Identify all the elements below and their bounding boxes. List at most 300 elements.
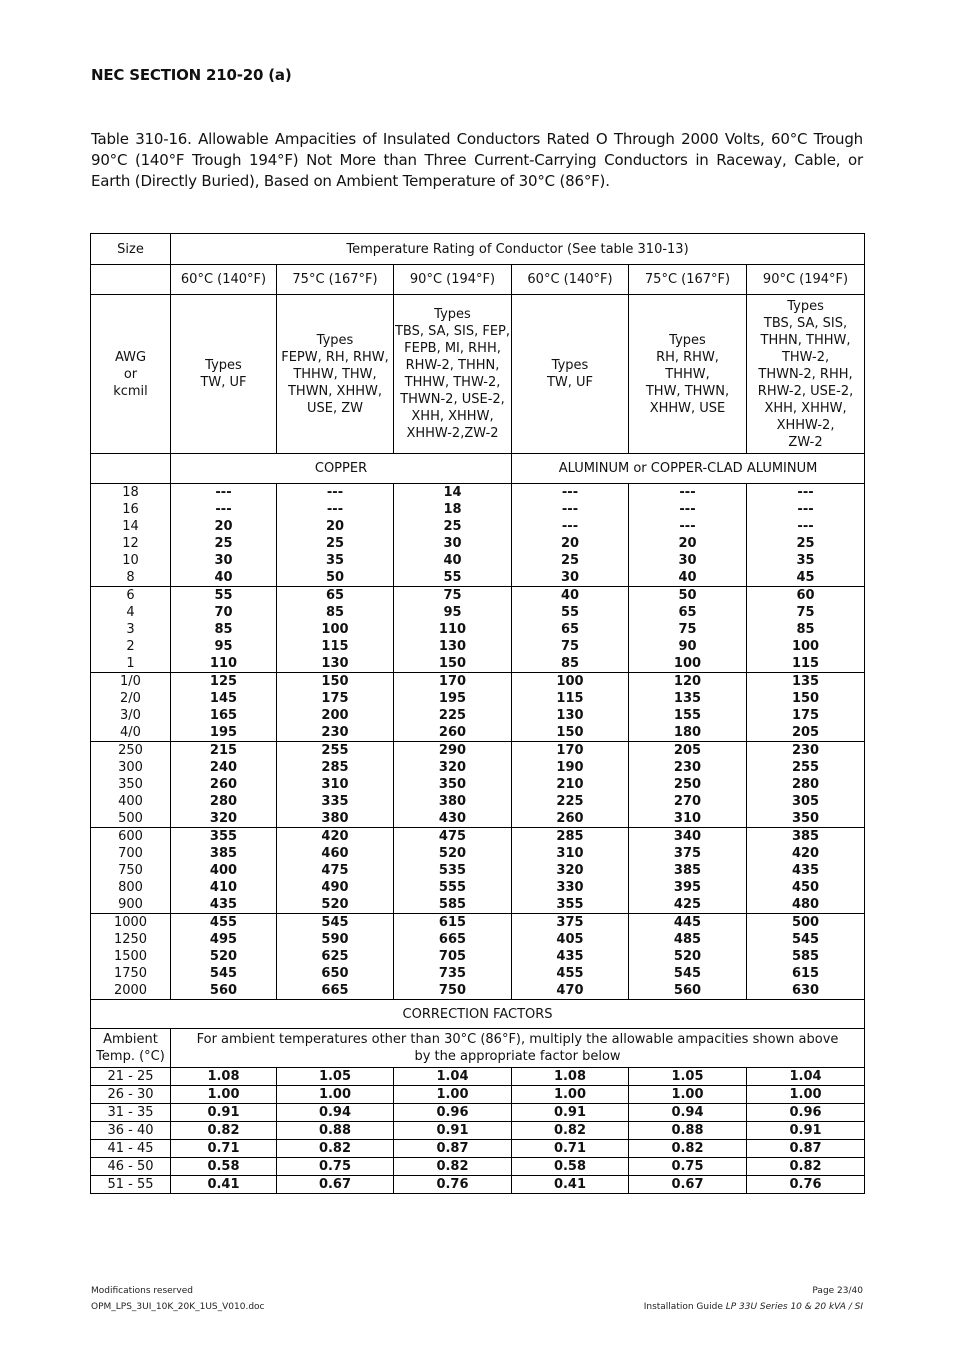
cell-line: 55: [443, 570, 462, 585]
ampacity-table: [90, 233, 865, 1194]
cell-line: XHH, XHHW,: [411, 409, 494, 424]
cell-line: 355: [209, 829, 238, 844]
cell-line: 330: [556, 880, 584, 895]
cell-line: 435: [791, 863, 820, 878]
correction-factor: 0.82: [277, 1140, 394, 1158]
cell-line: 270: [673, 794, 702, 809]
ampacity-values: [171, 742, 277, 828]
cell-line: 405: [556, 932, 584, 947]
cell-line: 4/0: [120, 725, 141, 740]
correction-factor: 0.94: [629, 1104, 747, 1122]
cell-line: 400: [209, 863, 238, 878]
correction-factor: 1.05: [277, 1068, 394, 1086]
cell-line: 75: [796, 605, 815, 620]
temp-range: 36 - 40: [91, 1122, 171, 1140]
conductor-types-cell: [277, 295, 394, 454]
cell-line: 175: [321, 691, 349, 706]
cell-line: 120: [673, 674, 702, 689]
ambient-row: [91, 1029, 865, 1068]
cell-line: 590: [321, 932, 349, 947]
cell-line: 115: [791, 656, 820, 671]
cell-line: 665: [321, 983, 349, 998]
cell-line: 485: [673, 932, 702, 947]
cell-line: XHH, XHHW,: [764, 400, 847, 416]
cell-line: 150: [556, 725, 584, 740]
cell-line: ---: [326, 502, 344, 517]
cell-line: 320: [556, 863, 584, 878]
cell-line: ---: [797, 485, 814, 500]
cell-line: 210: [556, 777, 584, 792]
size-list: [91, 673, 171, 742]
correction-factor: 1.00: [629, 1086, 747, 1104]
size-group-row: [91, 484, 865, 587]
cell-line: 20: [214, 519, 233, 534]
cell-line: 255: [791, 760, 820, 775]
cell-line: 520: [673, 949, 702, 964]
cell-line: 225: [556, 794, 584, 809]
cell-line: 350: [791, 811, 820, 826]
cell-line: 115: [556, 691, 584, 706]
correction-factor: 0.91: [512, 1104, 629, 1122]
cell-line: 130: [321, 656, 349, 671]
ampacity-values: [171, 828, 277, 914]
cell-line: 615: [791, 966, 820, 981]
correction-factor: 0.71: [171, 1140, 277, 1158]
footer-guide-model: LP 33U Series 10 & 20 kVA / SI: [725, 1302, 863, 1312]
cell-line: 95: [214, 639, 233, 654]
correction-factor: 1.04: [747, 1068, 865, 1086]
ambient-note: For ambient temperatures other than 30°C (86°F), multiply the allowable ampacities shown above by the appropriate factor below: [171, 1029, 865, 1068]
cell-line: 75: [560, 639, 580, 654]
cell-line: 520: [438, 846, 467, 861]
size-list: [91, 828, 171, 914]
cell-line: 445: [673, 915, 702, 930]
cell-line: 460: [321, 846, 349, 861]
ampacity-values: [629, 587, 747, 673]
cell-line: 630: [791, 983, 820, 998]
cell-line: 665: [438, 932, 467, 947]
ampacity-values: [629, 673, 747, 742]
cell-line: 170: [556, 743, 584, 758]
ampacity-values: [394, 673, 512, 742]
correction-factor: 0.91: [171, 1104, 277, 1122]
cell-line: 110: [209, 656, 238, 671]
header-row-types: [91, 295, 865, 454]
ampacity-values: [747, 742, 865, 828]
correction-factor: 0.91: [394, 1122, 512, 1140]
cell-line: 3: [126, 622, 135, 637]
temp-range: 26 - 30: [91, 1086, 171, 1104]
cell-line: Types: [205, 358, 242, 373]
cell-line: 750: [438, 983, 467, 998]
ampacity-values: [171, 673, 277, 742]
correction-factor: 0.76: [747, 1176, 865, 1194]
correction-factor: 1.04: [394, 1068, 512, 1086]
temp-range: 41 - 45: [91, 1140, 171, 1158]
cell-line: ---: [679, 519, 696, 534]
cell-line: XHHW, USE: [649, 400, 726, 416]
cell-line: 310: [673, 811, 702, 826]
cell-line: 85: [796, 622, 815, 637]
cell-line: 475: [321, 863, 349, 878]
cell-line: 20: [325, 519, 345, 534]
cell-line: 1500: [113, 949, 148, 964]
cell-line: 16: [122, 502, 139, 517]
cell-line: 335: [321, 794, 349, 809]
cell-line: 100: [791, 639, 820, 654]
cell-line: 500: [118, 811, 143, 826]
cell-line: 40: [214, 570, 233, 585]
cell-line: 165: [209, 708, 238, 723]
cell-line: 195: [438, 691, 467, 706]
cell-line: THHN, THHW,: [760, 332, 851, 348]
cell-line: 545: [791, 932, 820, 947]
correction-factor-row: [91, 1140, 865, 1158]
size-group-row: [91, 673, 865, 742]
cell-line: 40: [560, 588, 580, 603]
conductor-types-cell: [629, 295, 747, 454]
cell-line: 110: [438, 622, 467, 637]
cell-line: 400: [118, 794, 143, 809]
header-row-temps: [91, 265, 865, 295]
correction-factor: 0.71: [512, 1140, 629, 1158]
size-list: [91, 914, 171, 1000]
cell-line: 420: [791, 846, 820, 861]
cell-line: 355: [556, 897, 584, 912]
cell-line: 800: [118, 880, 143, 895]
temp-column-header: 75°C (167°F): [629, 265, 747, 295]
temperature-rating-header: Temperature Rating of Conductor (See table 310-13): [171, 234, 865, 265]
cell-line: 520: [321, 897, 349, 912]
correction-factor: 1.00: [747, 1086, 865, 1104]
correction-factor: 0.91: [747, 1122, 865, 1140]
cell-line: XHHW-2,: [776, 417, 835, 433]
header-row-material: [91, 454, 865, 484]
ampacity-values: [629, 828, 747, 914]
correction-factor: 1.00: [394, 1086, 512, 1104]
empty-cell: [91, 265, 171, 295]
cell-line: ZW-2: [788, 434, 823, 450]
cell-line: Temp. (°C): [96, 1049, 165, 1064]
cell-line: FEPB, MI, RHH,: [404, 341, 501, 356]
cell-line: ---: [215, 485, 232, 500]
cell-line: 750: [118, 863, 143, 878]
cell-line: ---: [561, 519, 579, 534]
cell-line: 260: [209, 777, 238, 792]
cell-line: Types: [787, 298, 824, 314]
cell-line: 350: [118, 777, 143, 792]
cell-line: 75: [678, 622, 697, 637]
cell-line: 100: [321, 622, 349, 637]
cell-line: 310: [556, 846, 584, 861]
cell-line: Types: [551, 358, 589, 373]
ampacity-values: [512, 587, 629, 673]
cell-line: 375: [556, 915, 584, 930]
cell-line: 85: [560, 656, 580, 671]
cell-line: 1000: [113, 915, 148, 930]
cell-line: 115: [321, 639, 349, 654]
correction-factor: 1.05: [629, 1068, 747, 1086]
cell-line: 195: [209, 725, 238, 740]
cell-line: Types: [316, 332, 354, 348]
cell-line: 255: [321, 743, 349, 758]
cell-line: 1/0: [120, 674, 141, 689]
correction-factor: 0.94: [277, 1104, 394, 1122]
correction-factor: 0.82: [171, 1122, 277, 1140]
cell-line: 290: [438, 743, 467, 758]
cell-line: 30: [560, 570, 580, 585]
cell-line: 450: [791, 880, 820, 895]
ampacity-values: [747, 673, 865, 742]
correction-factors-header: CORRECTION FACTORS: [91, 1000, 865, 1029]
aluminum-header: ALUMINUM or COPPER-CLAD ALUMINUM: [512, 454, 865, 484]
cell-line: ---: [679, 502, 696, 517]
ampacity-values: [171, 914, 277, 1000]
cell-line: 25: [796, 536, 815, 551]
cell-line: 6: [126, 588, 135, 603]
cell-line: 3/0: [120, 708, 141, 723]
cell-line: 30: [678, 553, 697, 568]
footer-guide-prefix: Installation Guide: [643, 1302, 726, 1312]
cell-line: 25: [560, 553, 580, 568]
temp-column-header: 90°C (194°F): [394, 265, 512, 295]
cell-line: ---: [679, 485, 696, 500]
cell-line: 65: [325, 588, 345, 603]
cell-line: 55: [560, 605, 580, 620]
ampacity-values: [394, 742, 512, 828]
cell-line: 205: [673, 743, 702, 758]
cell-line: 130: [438, 639, 467, 654]
footer-modifications: Modifications reserved: [91, 1286, 193, 1296]
cell-line: 180: [673, 725, 702, 740]
cell-line: 900: [118, 897, 143, 912]
cell-line: 240: [209, 760, 238, 775]
temp-range: 46 - 50: [91, 1158, 171, 1176]
cell-line: 40: [678, 570, 697, 585]
table-caption: Table 310-16. Allowable Ampacities of Insulated Conductors Rated O Through 2000 Volts, 60°C Trough 90°C (140°F Trough 194°F) Not More than Three Current-Carrying Conductors in Raceway, Cable, or Earth (Directly Buried), Based on Ambient Temperature of 30°C (86°F).: [91, 130, 863, 190]
cell-line: 340: [673, 829, 702, 844]
correction-factor: 1.00: [277, 1086, 394, 1104]
cell-line: 280: [209, 794, 238, 809]
copper-header: COPPER: [171, 454, 512, 484]
cell-line: 175: [791, 708, 820, 723]
cell-line: 490: [321, 880, 349, 895]
cell-line: 585: [438, 897, 467, 912]
ampacity-values: [394, 484, 512, 587]
size-list: [91, 484, 171, 587]
correction-factor: 1.08: [512, 1068, 629, 1086]
cell-line: 535: [438, 863, 467, 878]
cell-line: 625: [321, 949, 349, 964]
correction-factor: 0.82: [629, 1140, 747, 1158]
correction-factor-row: [91, 1122, 865, 1140]
cell-line: ---: [561, 502, 579, 517]
cell-line: 135: [673, 691, 702, 706]
cell-line: AWG: [114, 349, 147, 365]
cell-line: 285: [321, 760, 349, 775]
cell-line: RHW-2, USE-2,: [757, 383, 854, 399]
cell-line: 560: [673, 983, 702, 998]
cell-line: Ambient: [103, 1032, 158, 1047]
correction-factor: 1.00: [171, 1086, 277, 1104]
cell-line: 225: [438, 708, 467, 723]
cell-line: ---: [797, 502, 814, 517]
ampacity-values: [747, 914, 865, 1000]
cell-line: TW, UF: [200, 375, 247, 390]
ampacity-values: [394, 828, 512, 914]
temp-column-header: 90°C (194°F): [747, 265, 865, 295]
cell-line: 285: [556, 829, 584, 844]
cell-line: 35: [796, 553, 815, 568]
cell-line: 215: [209, 743, 238, 758]
correction-factor: 0.76: [394, 1176, 512, 1194]
header-row-size: [91, 234, 865, 265]
temp-column-header: 60°C (140°F): [512, 265, 629, 295]
ampacity-values: [277, 828, 394, 914]
cell-line: kcmil: [113, 383, 148, 399]
cell-line: 25: [325, 536, 345, 551]
cell-line: USE, ZW: [306, 400, 363, 416]
cell-line: 520: [209, 949, 238, 964]
correction-factor: 0.96: [394, 1104, 512, 1122]
cell-line: 435: [556, 949, 584, 964]
footer-page-number: Page 23/40: [812, 1286, 863, 1296]
conductor-types-cell: [171, 295, 277, 454]
cell-line: THHW,: [665, 366, 710, 382]
cell-line: 65: [560, 622, 580, 637]
cell-line: 480: [791, 897, 820, 912]
ampacity-values: [512, 484, 629, 587]
cell-line: 435: [209, 897, 238, 912]
cell-line: 585: [791, 949, 820, 964]
ampacity-values: [512, 742, 629, 828]
correction-factor: 1.00: [512, 1086, 629, 1104]
section-heading: NEC SECTION 210-20 (a): [91, 66, 292, 84]
cell-line: 395: [673, 880, 702, 895]
cell-line: 545: [209, 966, 238, 981]
cell-line: 495: [209, 932, 238, 947]
correction-factor: 0.67: [277, 1176, 394, 1194]
size-group-row: [91, 742, 865, 828]
cell-line: 500: [791, 915, 820, 930]
ampacity-values: [277, 673, 394, 742]
cell-line: 735: [438, 966, 467, 981]
cell-line: 455: [556, 966, 584, 981]
cell-line: 230: [321, 725, 349, 740]
cell-line: TW, UF: [546, 375, 594, 390]
cell-line: 70: [214, 605, 233, 620]
cell-line: 700: [118, 846, 143, 861]
cell-line: 25: [443, 519, 462, 534]
ampacity-values: [171, 484, 277, 587]
ampacity-values: [629, 484, 747, 587]
cell-line: 150: [791, 691, 820, 706]
ampacity-values: [277, 914, 394, 1000]
temp-range: 51 - 55: [91, 1176, 171, 1194]
cell-line: 100: [673, 656, 702, 671]
cell-line: 310: [321, 777, 349, 792]
cell-line: 300: [118, 760, 143, 775]
ampacity-values: [277, 587, 394, 673]
correction-factor: 0.75: [629, 1158, 747, 1176]
cell-line: 30: [443, 536, 462, 551]
cell-line: 320: [438, 760, 467, 775]
cell-line: 20: [560, 536, 580, 551]
cell-line: 170: [438, 674, 467, 689]
correction-factor: 0.58: [171, 1158, 277, 1176]
cell-line: 20: [678, 536, 697, 551]
cell-line: ---: [215, 502, 232, 517]
correction-factor-row: [91, 1176, 865, 1194]
ambient-temp-label: [91, 1029, 171, 1068]
cell-line: 250: [118, 743, 143, 758]
correction-factors-row: [91, 1000, 865, 1029]
cell-line: 455: [209, 915, 238, 930]
cell-line: 555: [438, 880, 467, 895]
cell-line: 30: [214, 553, 233, 568]
size-list: [91, 742, 171, 828]
ampacity-values: [277, 742, 394, 828]
ampacity-values: [394, 914, 512, 1000]
cell-line: TBS, SA, SIS, FEP,: [394, 324, 511, 339]
cell-line: 280: [791, 777, 820, 792]
correction-factor: 0.82: [394, 1158, 512, 1176]
correction-factor-row: [91, 1104, 865, 1122]
cell-line: RHW-2, THHN,: [405, 358, 500, 373]
cell-line: 2: [126, 639, 135, 654]
cell-line: XHHW-2,ZW-2: [406, 426, 499, 441]
cell-line: 200: [321, 708, 349, 723]
correction-factor: 0.82: [747, 1158, 865, 1176]
cell-line: 130: [556, 708, 584, 723]
size-group-row: [91, 914, 865, 1000]
cell-line: 85: [325, 605, 345, 620]
ampacity-values: [512, 673, 629, 742]
cell-line: 190: [556, 760, 584, 775]
correction-factor: 0.41: [512, 1176, 629, 1194]
cell-line: 8: [126, 570, 135, 585]
cell-line: 545: [673, 966, 702, 981]
size-header: Size: [91, 234, 171, 265]
cell-line: 95: [443, 605, 462, 620]
cell-line: 85: [214, 622, 233, 637]
cell-line: 135: [791, 674, 820, 689]
conductor-types-cell: [747, 295, 865, 454]
cell-line: 320: [209, 811, 238, 826]
cell-line: 385: [673, 863, 702, 878]
ampacity-values: [394, 587, 512, 673]
cell-line: 45: [796, 570, 815, 585]
cell-line: 600: [118, 829, 143, 844]
cell-line: 14: [443, 485, 462, 500]
ampacity-values: [512, 828, 629, 914]
ampacity-values: [747, 828, 865, 914]
cell-line: 425: [673, 897, 702, 912]
cell-line: 35: [325, 553, 345, 568]
cell-line: THHW, THW,: [293, 366, 377, 382]
cell-line: 420: [321, 829, 349, 844]
ampacity-values: [629, 742, 747, 828]
cell-line: THWN-2, USE-2,: [400, 392, 505, 407]
cell-line: 305: [791, 794, 820, 809]
cell-line: 1: [126, 656, 135, 671]
correction-factor: 0.75: [277, 1158, 394, 1176]
cell-line: 260: [438, 725, 467, 740]
cell-line: 615: [438, 915, 467, 930]
cell-line: FEPW, RH, RHW,: [281, 349, 389, 365]
correction-factor: 0.87: [747, 1140, 865, 1158]
awg-kcmil-label: [91, 295, 171, 454]
